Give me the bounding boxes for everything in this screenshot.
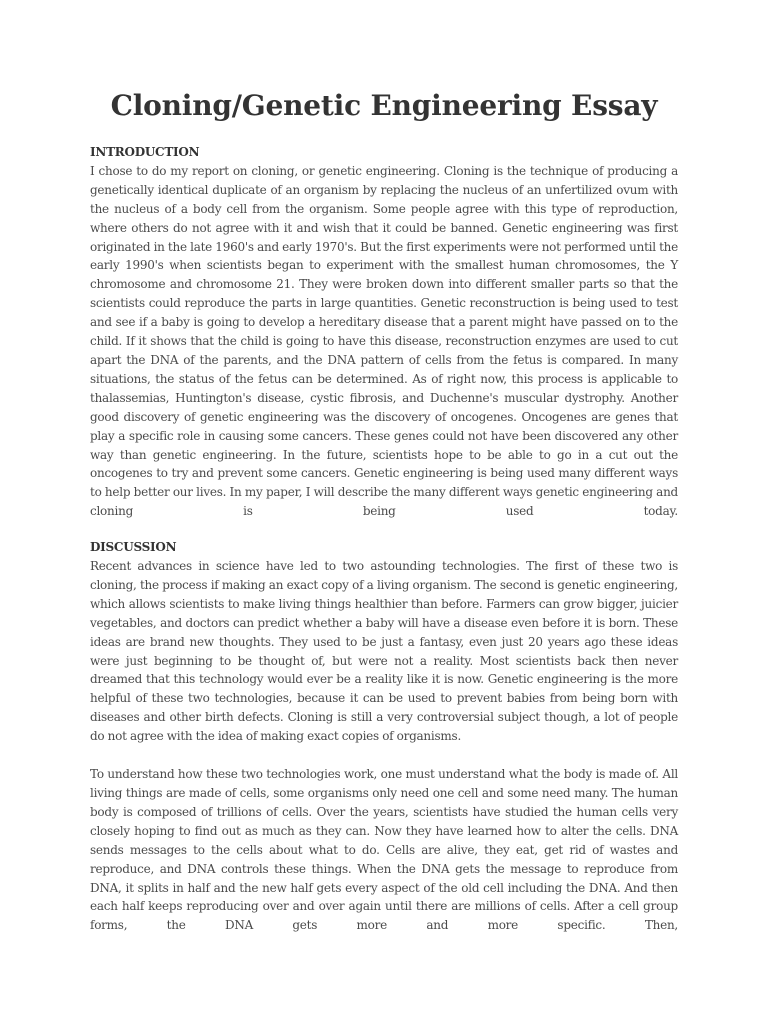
document-body	[90, 143, 678, 935]
paragraph-spacer	[90, 746, 678, 765]
section-heading-discussion: DISCUSSION	[90, 540, 177, 555]
discussion-paragraph: Recent advances in science have led to two astounding technologies. The first of these two is cloning, the process if making an exact copy of a living organism. The second is genetic engineering, which allows scientists to make living things healthier than before. Farmers can grow bigger, juicier vegetables, and doctors can predict whether a baby will have a disease even before it is born. These ideas are brand new thoughts. They used to be just a fantasy, even just 20 years ago these ideas were just beginning to be thought of, but were not a reality. Most scientists back then never dreamed that this technology would ever be a reality like it is now. Genetic engineering is the more helpful of these two technologies, because it can be used to prevent babies from being born with diseases and other birth defects. Cloning is still a very controversial subject though, a lot of people do not agree with the idea of making exact copies of organisms.	[90, 559, 678, 744]
continuation-paragraph: To understand how these two technologies work, one must understand what the body is made of. All living things are made of cells, some organisms only need one cell and some need many. The human body is composed of trillions of cells. Over the years, scientists have studied the human cells very closely hoping to find out as much as they can. Now they have learned how to alter the cells. DNA sends messages to the cells about what to do. Cells are alive, they eat, get rid of wastes and reproduce, and DNA controls these things. When the DNA gets the message to reproduce from DNA, it splits in half and the new half gets every aspect of the old cell including the DNA. And then each half keeps reproducing over and over again until there are millions of cells. After a cell group forms, the DNA gets more and more specific. Then,	[90, 767, 678, 933]
section-heading-introduction: INTRODUCTION	[90, 145, 200, 159]
section-spacer	[90, 521, 678, 538]
document-title: Cloning/Genetic Engineering Essay	[110, 89, 658, 122]
introduction-paragraph: I chose to do my report on cloning, or genetic engineering. Cloning is the technique of producing a genetically identical duplicate of an organism by replacing the nucleus of an unfertilized ovum with the nucleus of a body cell from the organism. Some people agree with this type of reproduction, where others do not agree with it and wish that it could be banned. Genetic engineering was first originated in the late 1960's and early 1970's. But the first experiments were not performed until the early 1990's when scientists began to experiment with the smallest human chromosomes, the Y chromosome and chromosome 21. They were broken down into different smaller parts so that the scientists could reproduce the parts in large quantities. Genetic reconstruction is being used to test and see if a baby is going to develop a hereditary disease that a parent might have passed on to the child. If it shows that the child is going to have this disease, reconstruction enzymes are used to cut apart the DNA of the parents, and the DNA pattern of cells from the fetus is compared. In many situations, the status of the fetus can be determined. As of right now, this process is applicable to thalassemias, Huntington's disease, cystic fibrosis, and Duchenne's muscular dystrophy. Another good discovery of genetic engineering was the discovery of oncogenes. Oncogenes are genes that play a specific role in causing some cancers. These genes could not have been discovered any other way than genetic engineering. In the future, scientists hope to be able to go in a cut out the oncogenes to try and prevent some cancers. Genetic engineering is being used many different ways to help better our lives. In my paper, I will describe the many different ways genetic engineering and cloning is being used today.	[90, 163, 678, 519]
